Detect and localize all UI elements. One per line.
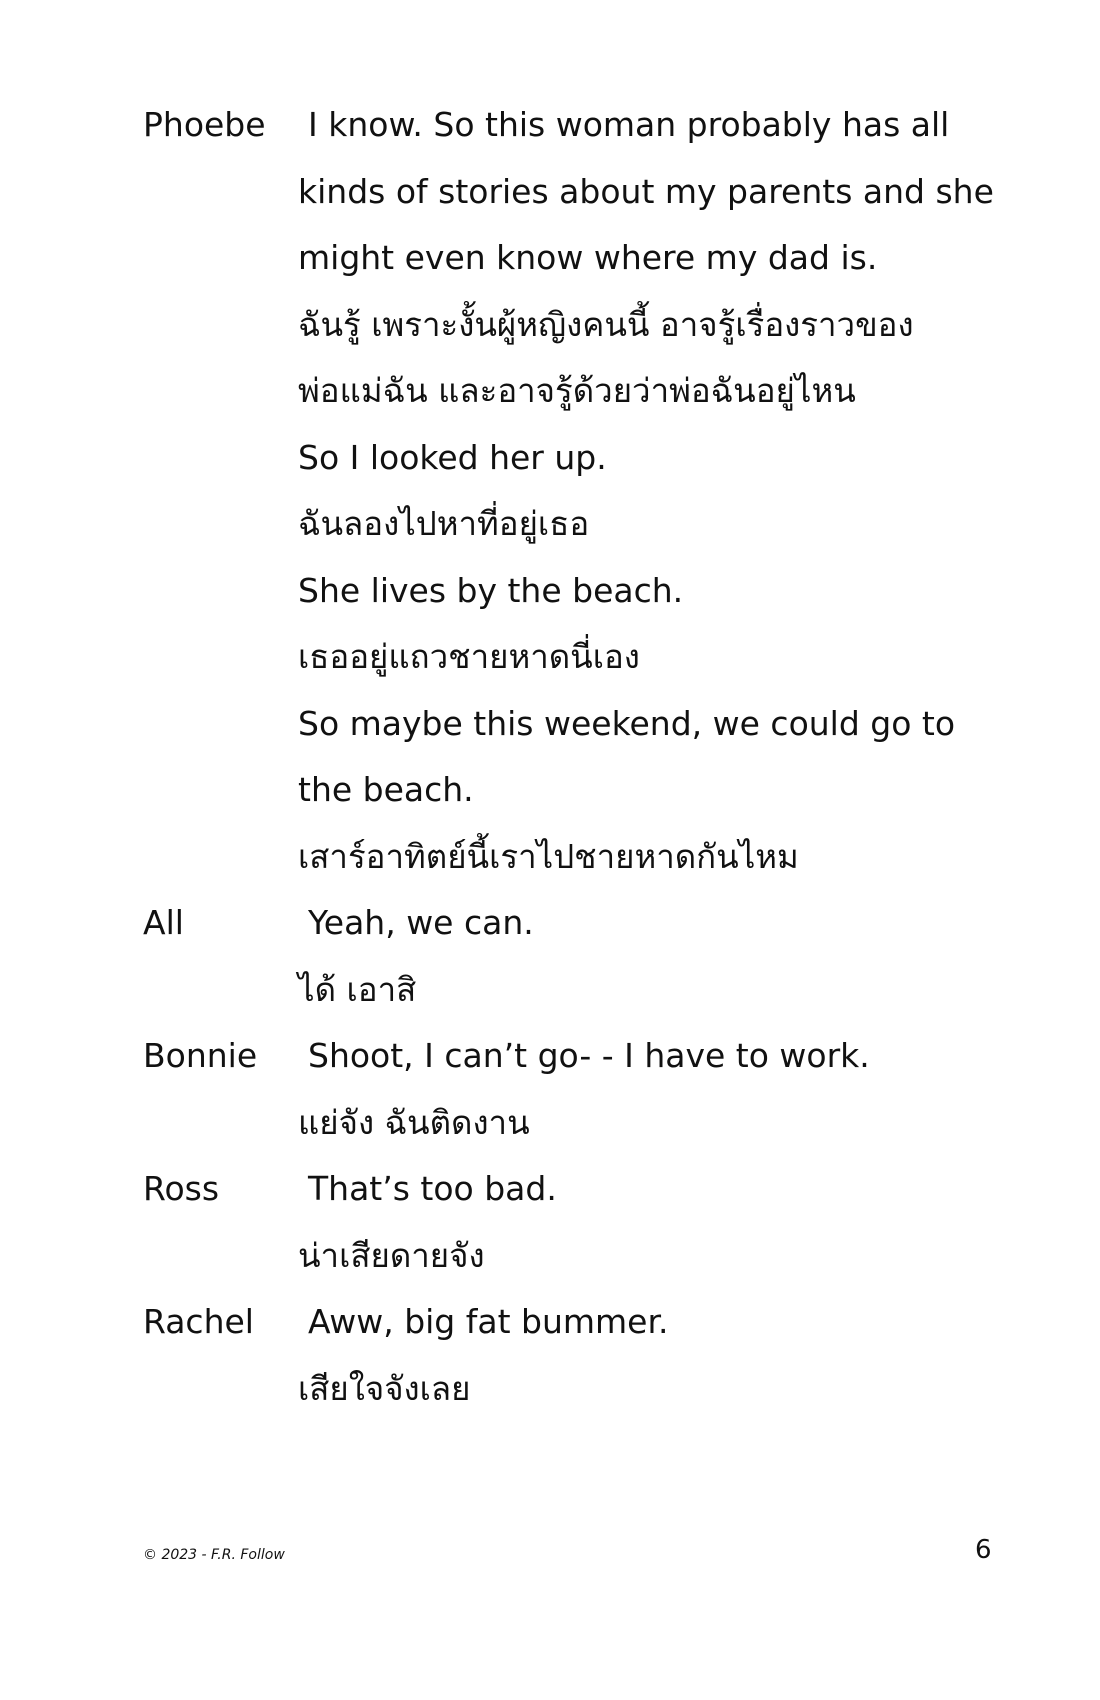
dialogue-line — [0, 760, 1100, 827]
translation-text: ได้ เอาสิ — [298, 969, 417, 1009]
dialogue-text: That’s too bad. — [308, 1169, 557, 1208]
dialogue-text: So I looked her up. — [298, 437, 607, 477]
dialogue-text: Yeah, we can. — [308, 903, 534, 942]
dialogue-line — [0, 960, 1100, 1027]
dialogue-text: might even know where my dad is. — [298, 238, 878, 277]
dialogue-line — [0, 295, 1100, 362]
dialogue-line — [0, 1292, 1100, 1359]
dialogue-line — [0, 95, 1100, 162]
copyright-notice: © 2023 - F.R. Follow — [143, 1547, 285, 1563]
dialogue-line — [0, 561, 1100, 628]
dialogue-line — [0, 428, 1100, 495]
dialogue-text: Shoot, I can’t go- - I have to work. — [308, 1036, 870, 1075]
dialogue-text: So maybe this weekend, we could go to — [298, 703, 956, 743]
dialogue-text: Aww, big fat bummer. — [308, 1302, 669, 1341]
dialogue-line — [0, 361, 1100, 428]
script-dialogue — [0, 95, 1100, 1425]
speaker-name: Phoebe — [143, 105, 266, 144]
dialogue-text: I know. So this woman probably has all — [308, 105, 950, 144]
dialogue-line — [0, 1226, 1100, 1293]
dialogue-line — [0, 1026, 1100, 1093]
translation-text: เสาร์อาทิตย์นี้เราไปชายหาดกันไหม — [298, 836, 799, 876]
dialogue-line — [0, 694, 1100, 761]
dialogue-line — [0, 627, 1100, 694]
dialogue-text: kinds of stories about my parents and she — [298, 171, 994, 211]
speaker-name: Ross — [143, 1169, 220, 1208]
translation-text: ฉันรู้ เพราะงั้นผู้หญิงคนนี้ อาจรู้เรื่องราวของ — [298, 304, 914, 344]
dialogue-line — [0, 893, 1100, 960]
translation-text: เสียใจจังเลย — [298, 1368, 471, 1408]
dialogue-line — [0, 1159, 1100, 1226]
dialogue-line — [0, 228, 1100, 295]
speaker-name: Rachel — [143, 1302, 254, 1341]
translation-text: แย่จัง ฉันติดงาน — [298, 1102, 530, 1142]
dialogue-text: She lives by the beach. — [298, 570, 684, 610]
translation-text: เธออยู่แถวชายหาดนี่เอง — [298, 637, 640, 676]
dialogue-line — [0, 494, 1100, 561]
page-number: 6 — [975, 1535, 992, 1565]
translation-text: ฉันลองไปหาที่อยู่เธอ — [298, 504, 590, 543]
dialogue-line — [0, 827, 1100, 894]
translation-text: น่าเสียดายจัง — [298, 1235, 485, 1275]
speaker-name: All — [143, 903, 184, 942]
translation-text: พ่อแม่ฉัน และอาจรู้ด้วยว่าพ่อฉันอยู่ไหน — [298, 371, 856, 410]
speaker-name: Bonnie — [143, 1036, 258, 1075]
dialogue-text: the beach. — [298, 770, 474, 809]
dialogue-line — [0, 1359, 1100, 1426]
dialogue-line — [0, 1093, 1100, 1160]
dialogue-line — [0, 162, 1100, 229]
